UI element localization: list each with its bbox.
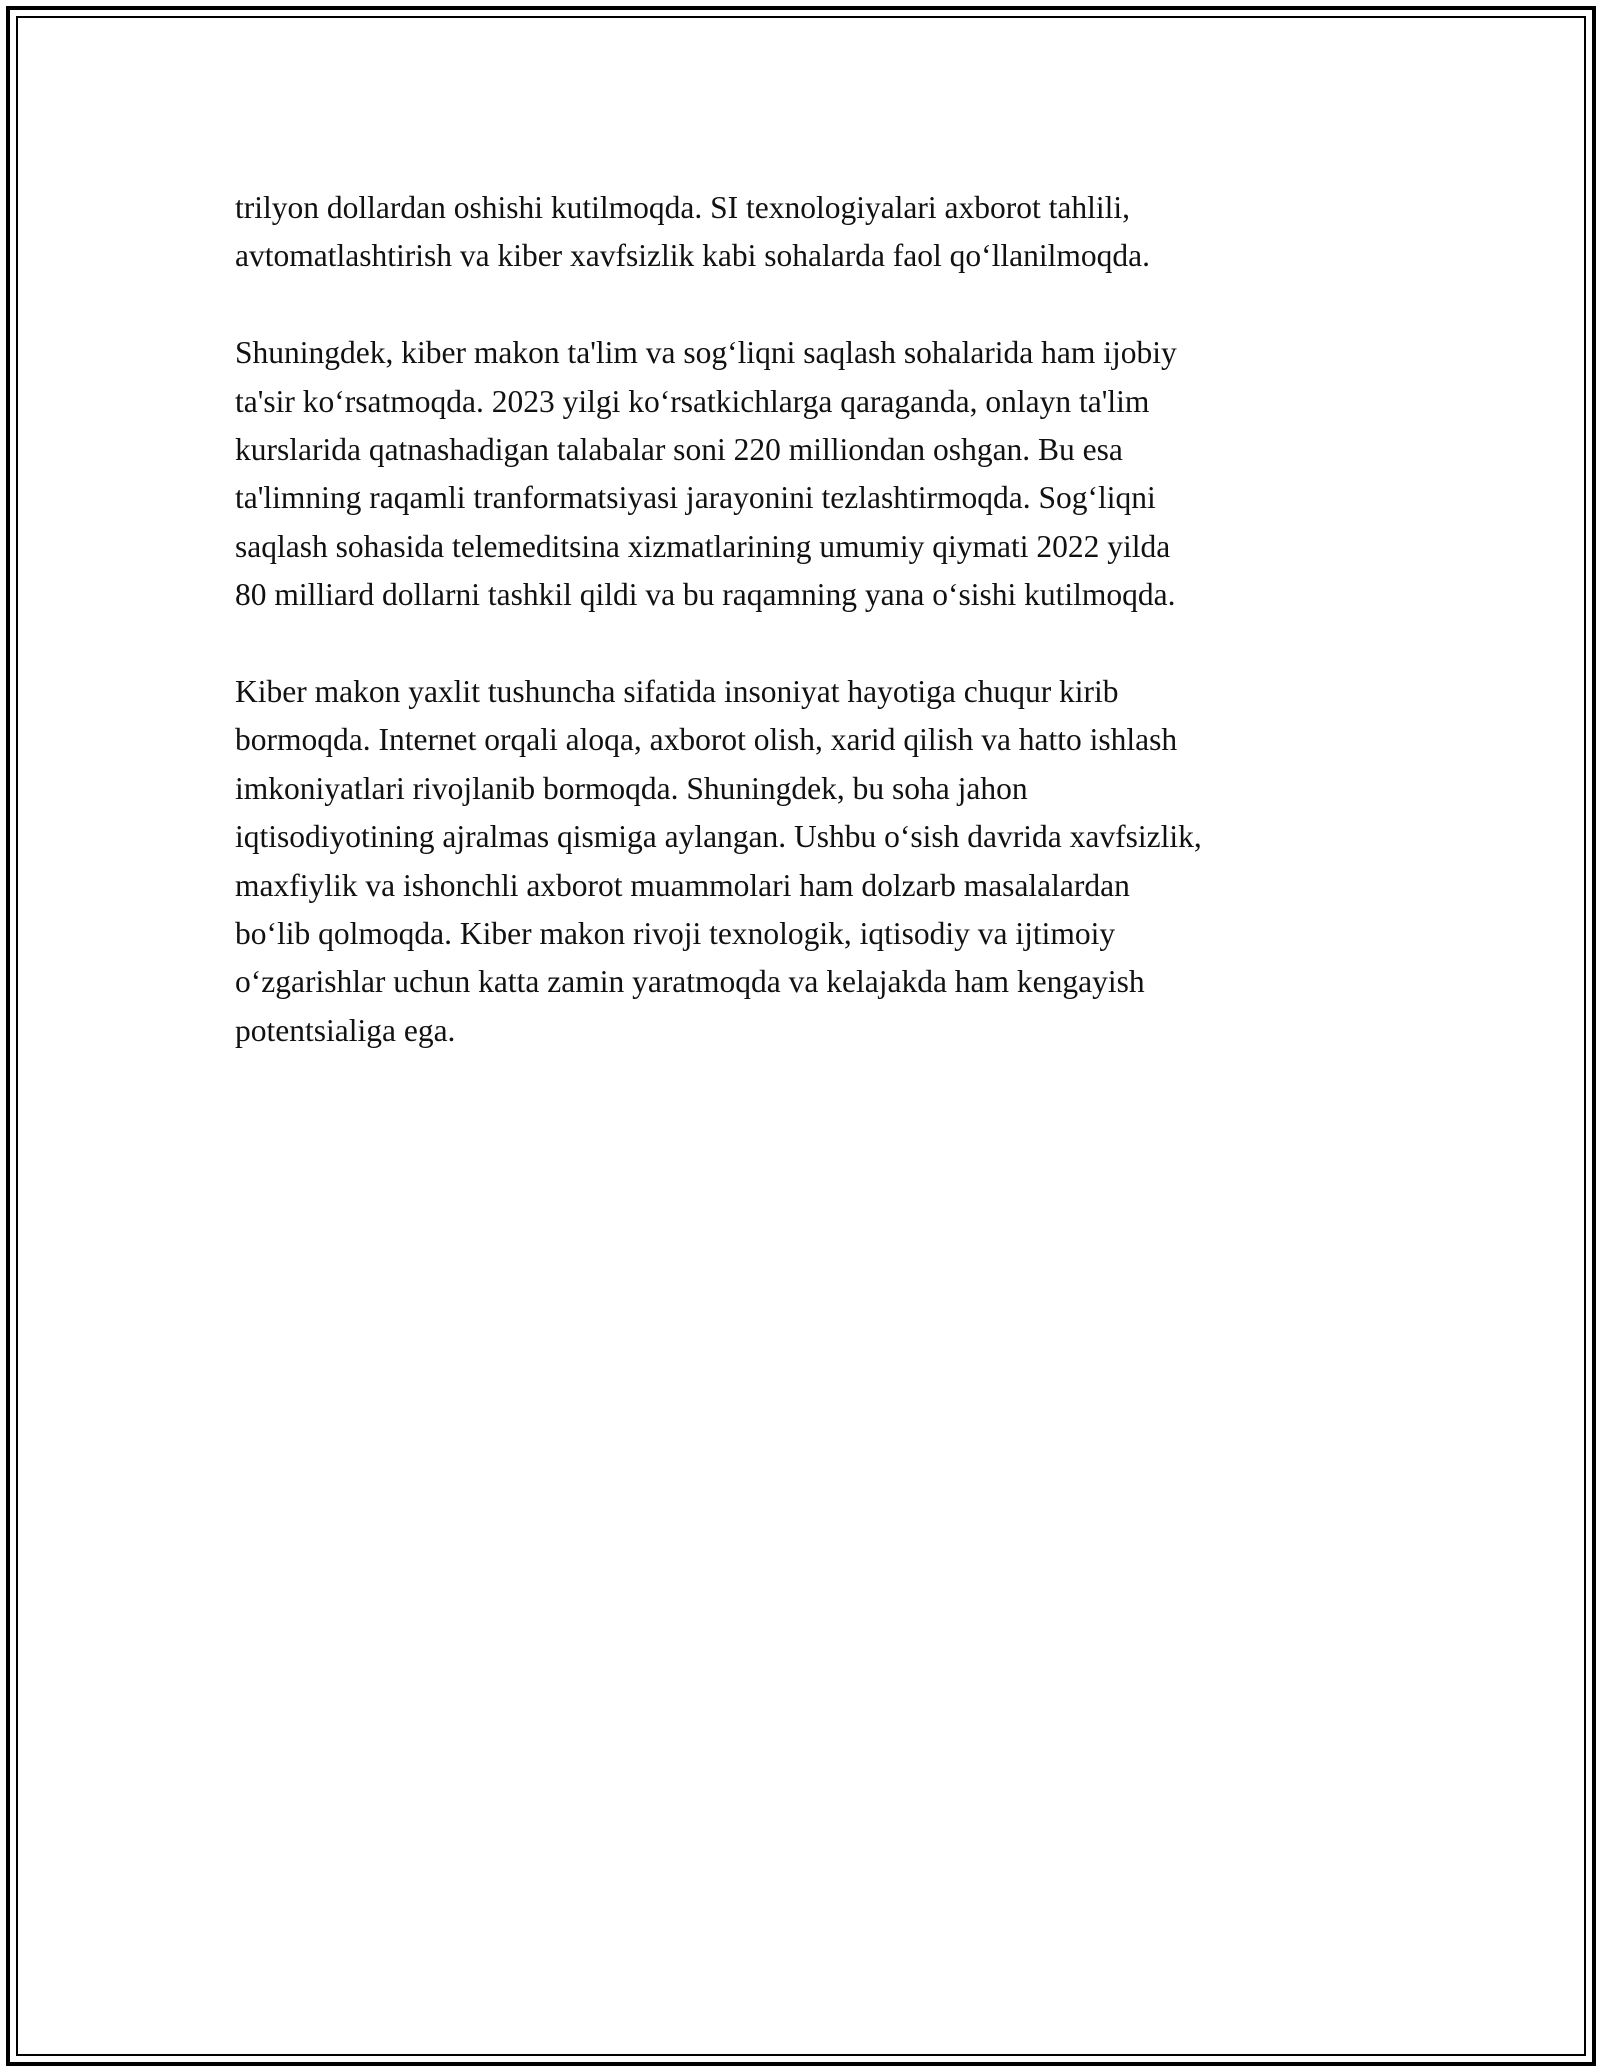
paragraph-2: Shuningdek, kiber makon ta'lim va sog‘liqni saqlash sohalarida ham ijobiy ta'sir ko‘rsatmoqda. 2023 yilgi ko‘rsatkichlarga qaraganda, onlayn ta'lim kurslarida qatnashadigan talabalar soni 220 milliondan oshgan. Bu esa ta'limning raqamli tranformatsiyasi jarayonini tezlashtirmoqda. Sog‘liqni saqlash sohasida telemeditsina xizmatlarining umumiy qiymati 2022 yilda 80 milliard dollarni tashkil qildi va bu raqamning yana o‘sishi kutilmoqda. — [235, 335, 1177, 613]
document-body — [235, 184, 1385, 1104]
paragraph-3: Kiber makon yaxlit tushuncha sifatida insoniyat hayotiga chuqur kirib bormoqda. Internet orqali aloqa, axborot olish, xarid qilish va hatto ishlash imkoniyatlari rivojlanib bormoqda. Shuningdek, bu soha jahon iqtisodiyotining ajralmas qismiga aylangan. Ushbu o‘sish davrida xavfsizlik, maxfiylik va ishonchli axborot muammolari ham dolzarb masalalardan bo‘lib qolmoqda. Kiber makon rivoji texnologik, iqtisodiy va ijtimoiy o‘zgarishlar uchun katta zamin yaratmoqda va kelajakda ham kengayish potentsialiga ega. — [235, 674, 1202, 1048]
paragraph-1: trilyon dollardan oshishi kutilmoqda. SI texnologiyalari axborot tahlili, avtomatlashtirish va kiber xavfsizlik kabi sohalarda faol qo‘llanilmoqda. — [235, 190, 1150, 274]
